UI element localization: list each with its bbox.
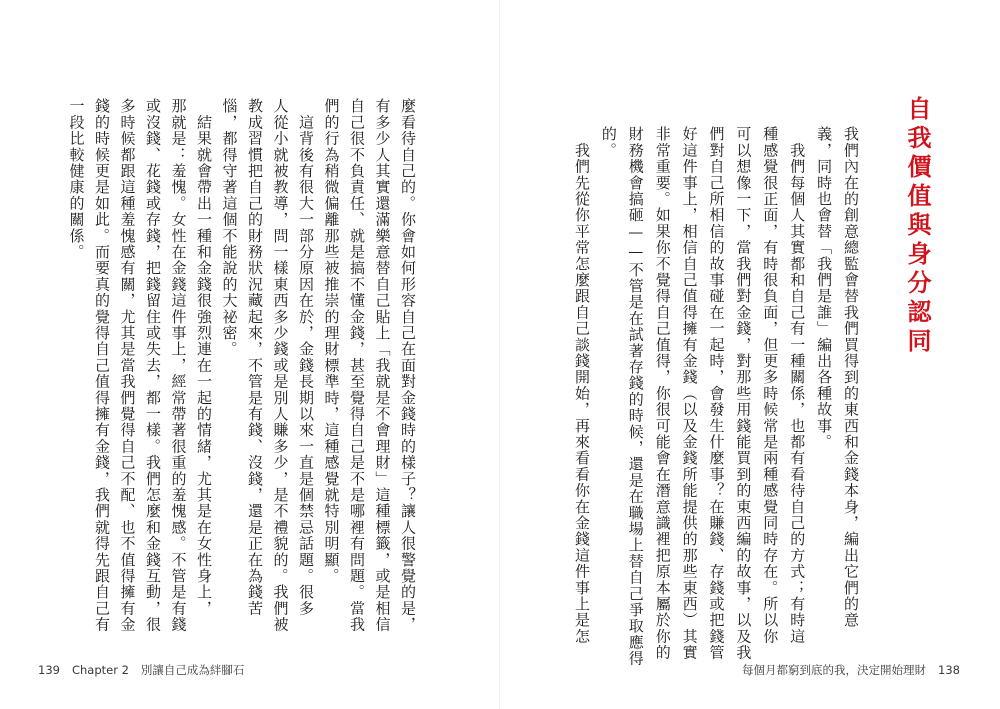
text-column: 那就是：羞愧。女性在金錢這件事上，經常帶著很重的羞愧感。不管是有錢	[169, 98, 188, 633]
text-column: 錢的時候更是如此。而要真的覺得自己值得擁有金錢，我們就得先跟自己有	[93, 98, 111, 633]
text-column: 多時候都跟這種羞愧感有關，尤其是當我們覺得自己不配、也不值得擁有金	[118, 98, 137, 633]
text-column: 結果就會帶出一種和金錢很強烈連在一起的情緒，尤其是在女性身上，	[195, 98, 213, 617]
chapter-label: Chapter 2	[71, 663, 129, 677]
text-column: 財務機會搞砸——不管是在試著存錢的時候，還是在職場上替自己爭取應得	[626, 126, 645, 667]
text-column: 麼看待自己的。你會如何形容自己在面對金錢時的樣子？讓人很警覺的是，	[399, 98, 417, 633]
text-column: 這背後有很大一部分原因在於，金錢長期以來一直是個禁忌話題。很多	[297, 98, 315, 617]
text-column: 我們內在的創意總監會替我們買得到的東西和金錢本身，編出它們的意	[842, 126, 860, 629]
text-column: 自己很不負責任、就是搞不懂金錢，甚至覺得自己是不是哪裡有問題。當我	[348, 98, 366, 633]
text-column: 一段比較健康的關係。	[67, 98, 86, 260]
text-column: 人從小就被教導，問一樣東西多少錢或是別人賺多少，是不禮貌的。我們被	[271, 98, 290, 633]
text-column: 非常重要。如果你不覺得自己值得，你很可能會在潛意識裡把原本屬於你的	[653, 126, 672, 661]
text-column: 或沒錢、花錢或存錢，把錢留住或失去，都一樣。我們怎麼和金錢互動，很	[144, 98, 162, 633]
text-column: 們對自己所相信的故事碰在一起時，會發生什麼事？在賺錢、存錢或把錢管	[707, 126, 726, 661]
text-column: 義，同時也會替「我們是誰」編出各種故事。	[815, 126, 834, 450]
text-column: 我們每個人其實都和自己有一種關係，也都有看待自己的方式；有時這	[788, 126, 807, 645]
page-number: 138	[938, 663, 960, 677]
text-column: 有多少人其實還滿樂意替自己貼上「我就是不會理財」這種標籤，或是相信	[373, 98, 392, 633]
right-page	[500, 0, 1000, 709]
running-title: 每個月都窮到底的我，決定開始理財	[742, 663, 927, 677]
left-page-footer	[38, 662, 244, 678]
text-column: 們的行為稍微偏離那些被推崇的理財標準時，這種感覺就特別明顯。	[322, 98, 341, 584]
page-number: 139	[38, 663, 60, 677]
text-column: 好這件事上，相信自己值得擁有金錢（以及金錢所能提供的那些東西）其實	[680, 126, 699, 661]
text-column: 的。	[599, 126, 618, 159]
section-title: 自我價值與身分認同	[903, 96, 931, 357]
chapter-title: 別讓自己成為絆腳石	[140, 663, 245, 677]
text-column: 種感覺很正面，有時很負面，但更多時候常是兩種感覺同時存在。所以你	[761, 126, 780, 645]
text-column: 惱，都得守著這個不能說的大祕密。	[220, 98, 239, 358]
right-page-footer	[742, 662, 960, 678]
text-column: 我們先從你平常怎麼跟自己談錢開始，再來看看你在金錢這件事上是怎	[573, 126, 591, 645]
text-column: 可以想像一下，當我們對金錢，對那些用錢能買到的東西編的故事，以及我	[734, 126, 753, 661]
text-column: 教成習慣把自己的財務狀況藏起來，不管是有錢、沒錢，還是正在為錢苦	[246, 98, 264, 617]
